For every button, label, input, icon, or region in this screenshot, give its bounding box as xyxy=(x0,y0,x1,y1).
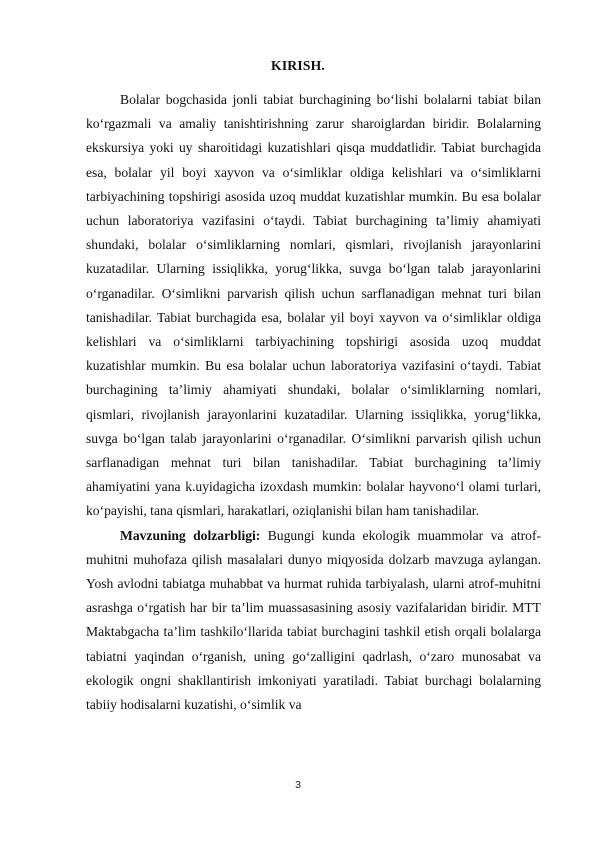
paragraph-relevance xyxy=(86,524,541,718)
paragraph-relevance-text: Bugungi kunda ekologik muammolar va atrof-muhitni muhofaza qilish masalalari dunyo miqyosida dolzarb mavzuga aylangan. Yosh avlodni tabiatga muhabbat va hurmat ruhida tarbiyalash, ularni atrof-muhitni asrashga o‘rgatish har bir ta’lim muassasasining asosiy vazifalaridan biridir. MTT Maktabgacha ta’lim tashkilo‘llarida tabiat burchagini tashkil etish orqali bolalarga tabiatni yaqindan o‘rganish, uning go‘zalligini qadrlash, o‘zaro munosabat va ekologik ongni shakllantirish imkoniyati yaratiladi. Tabiat burchagi bolalarning tabiiy hodisalarni kuzatishi, o‘simlik va xyxy=(86,527,542,713)
paragraph-relevance-lead: Mavzuning dolzarbligi: xyxy=(120,527,261,543)
page-number: 3 xyxy=(295,779,301,791)
body-text xyxy=(86,88,541,717)
page-title: KIRISH. xyxy=(271,58,325,73)
paragraph-intro xyxy=(86,88,541,524)
paragraph-intro-text: Bolalar bogchasida jonli tabiat burchagining bo‘lishi bolalarni tabiat bilan ko‘rgazmali va amaliy tanishtirishning zarur sharoiglardan biridir. Bolalarning ekskursiya yoki uy sharoitidagi kuzatishlari qisqa muddatlidir. Tabiat burchagida esa, bolalar yil boyi xayvon va o‘simliklar oldiga kelishlari va o‘simliklarni tarbiyachining topshirigi asosida uzoq muddat kuzatishlar mumkin. Bu esa bolalar uchun laboratoriya vazifasini o‘taydi. Tabiat burchagining ta’limiy ahamiyati shundaki, bolalar o‘simliklarning nomlari, qismlari, rivojlanish jarayonlarini kuzatadilar. Ularning issiqlikka, yorug‘likka, suvga bo‘lgan talab jarayonlarini o‘rganadilar. O‘simlikni parvarish qilish uchun sarflanadigan mehnat turi bilan tanishadilar. Tabiat burchagida esa, bolalar yil boyi xayvon va o‘simliklar oldiga kelishlari va o‘simliklarni tarbiyachining topshirigi asosida uzoq muddat kuzatishlar mumkin. Bu esa bolalar uchun laboratoriya vazifasini o‘taydi. Tabiat burchagining ta’limiy ahamiyati shundaki, bolalar o‘simliklarning nomlari, qismlari, rivojlanish jarayonlarini kuzatadilar. Ularning issiqlikka, yorug‘likka, suvga bo‘lgan talab jarayonlarini o‘rganadilar. O‘simlikni parvarish qilish uchun sarflanadigan mehnat turi bilan tanishadilar. Tabiat burchagining ta’limiy ahamiyatini yana k.uyidagicha izoxdash mumkin: bolalar hayvono‘l olami turlari, ko‘payishi, tana qismlari, harakatlari, oziqlanishi bilan ham tanishadilar. xyxy=(86,92,541,519)
